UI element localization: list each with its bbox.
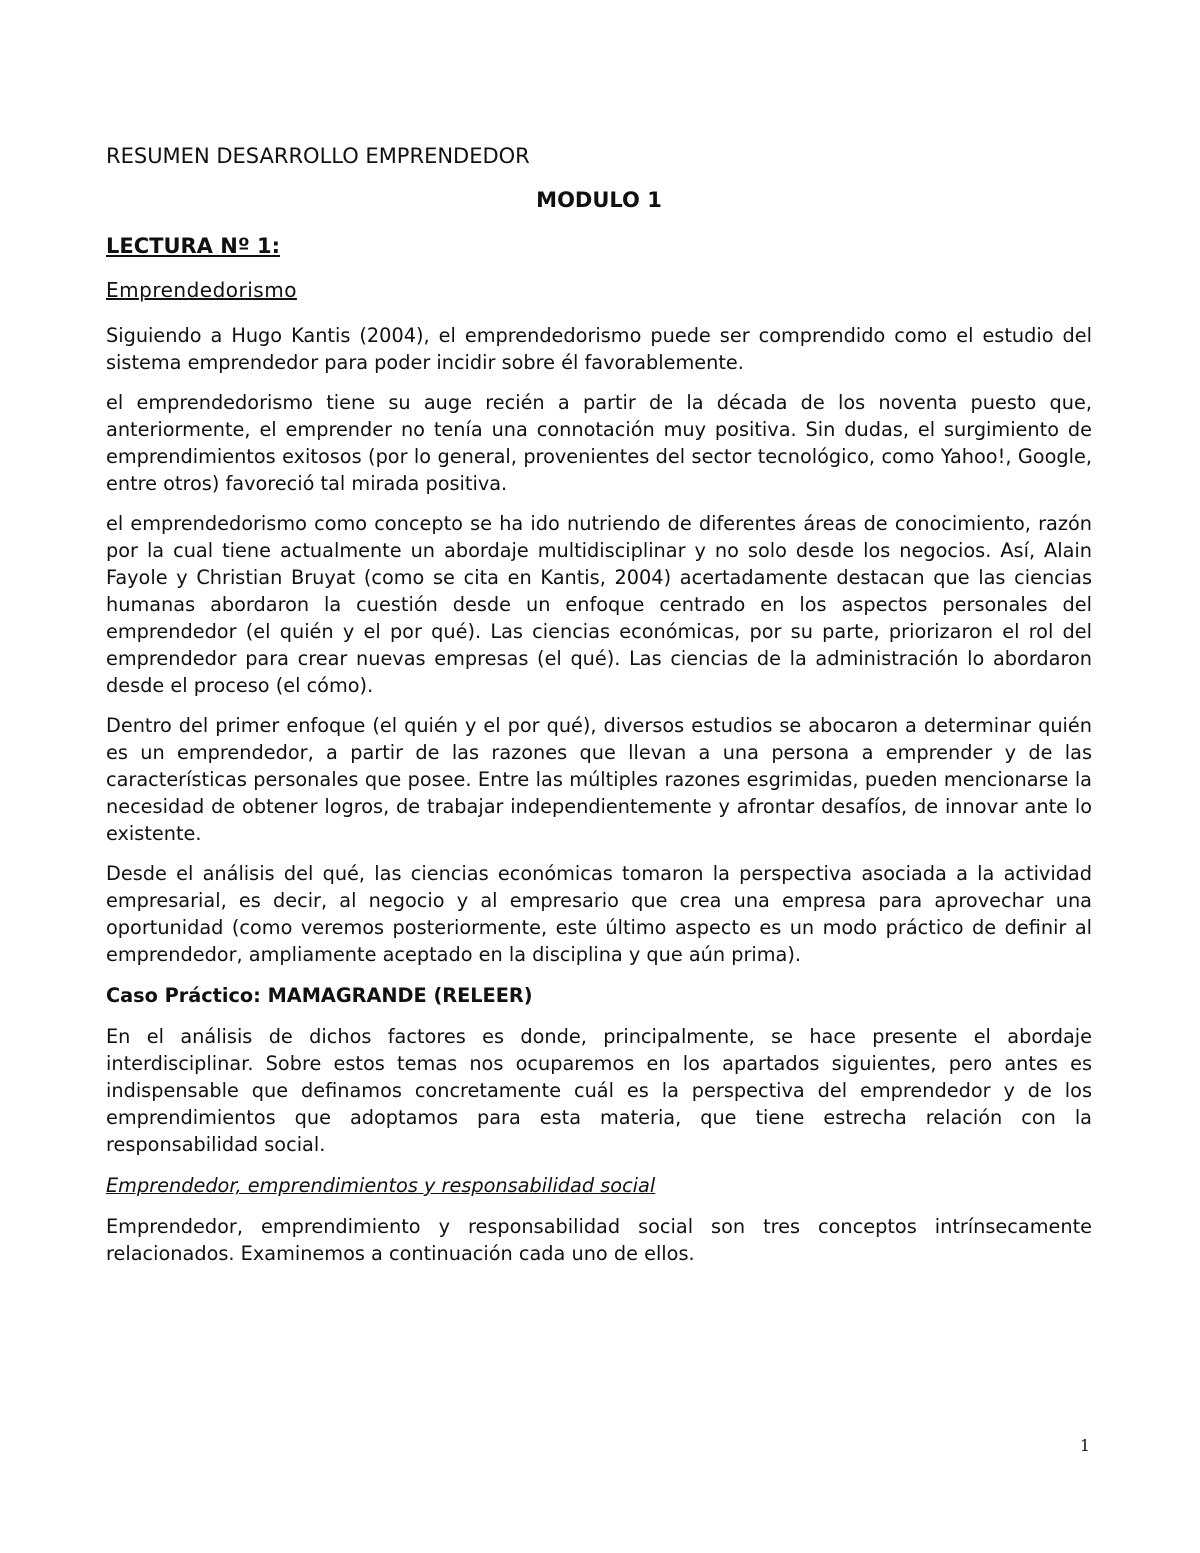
module-title: MODULO 1 — [536, 188, 662, 212]
lecture-title: LECTURA Nº 1: — [106, 234, 280, 258]
paragraph: Desde el análisis del qué, las ciencias económicas tomaron la perspectiva asociada a la actividad empresarial, es decir, al negocio y al empresario que crea una empresa para aprovechar una oportunidad (como veremos posteriormente, este último aspecto es un modo práctico de definir al emprendedor, ampliamente aceptado en la disciplina y que aún prima). — [106, 862, 1092, 966]
document-title: RESUMEN DESARROLLO EMPRENDEDOR — [106, 144, 530, 168]
paragraph: el emprendedorismo tiene su auge recién a partir de la década de los noventa puesto que, anteriormente, el emprender no tenía una connotación muy positiva. Sin dudas, el surgimiento de emprendimientos exitosos (por lo general, provenientes del sector tecnológico, como Yahoo!, Google, entre otros) favoreció tal mirada positiva. — [106, 391, 1092, 495]
subsection-heading: Emprendedor, emprendimientos y responsabilidad social — [106, 1174, 656, 1197]
section-heading: Emprendedorismo — [106, 278, 297, 302]
paragraph: el emprendedorismo como concepto se ha ido nutriendo de diferentes áreas de conocimiento, razón por la cual tiene actualmente un abordaje multidisciplinar y no solo desde los negocios. Así, Alain Fayole y Christian Bruyat (como se cita en Kantis, 2004) acertadamente destacan que las ciencias humanas abordaron la cuestión desde un enfoque centrado en los aspectos personales del emprendedor (el quién y el por qué). Las ciencias económicas, por su parte, priorizaron el rol del emprendedor para crear nuevas empresas (el qué). Las ciencias de la administración lo abordaron desde el proceso (el cómo). — [106, 512, 1092, 697]
page-number: 1 — [1079, 1436, 1091, 1455]
paragraph: En el análisis de dichos factores es donde, principalmente, se hace presente el abordaje interdisciplinar. Sobre estos temas nos ocuparemos en los apartados siguientes, pero antes es indispensable que definamos concretamente cuál es la perspectiva del emprendedor y de los emprendimientos que adoptamos para esta materia, que tiene estrecha relación con la responsabilidad social. — [106, 1025, 1092, 1156]
paragraph: Emprendedor, emprendimiento y responsabilidad social son tres conceptos intrínsecamente relacionados. Examinemos a continuación cada uno de ellos. — [106, 1215, 1092, 1265]
case-study-heading: Caso Práctico: MAMAGRANDE (RELEER) — [106, 984, 533, 1007]
document-page — [106, 130, 1092, 1267]
paragraph: Dentro del primer enfoque (el quién y el por qué), diversos estudios se abocaron a determinar quién es un emprendedor, a partir de las razones que llevan a una persona a emprender y de las características personales que posee. Entre las múltiples razones esgrimidas, pueden mencionarse la necesidad de obtener logros, de trabajar independientemente y afrontar desafíos, de innovar ante lo existente. — [106, 714, 1092, 845]
paragraph: Siguiendo a Hugo Kantis (2004), el emprendedorismo puede ser comprendido como el estudio del sistema emprendedor para poder incidir sobre él favorablemente. — [106, 324, 1092, 374]
